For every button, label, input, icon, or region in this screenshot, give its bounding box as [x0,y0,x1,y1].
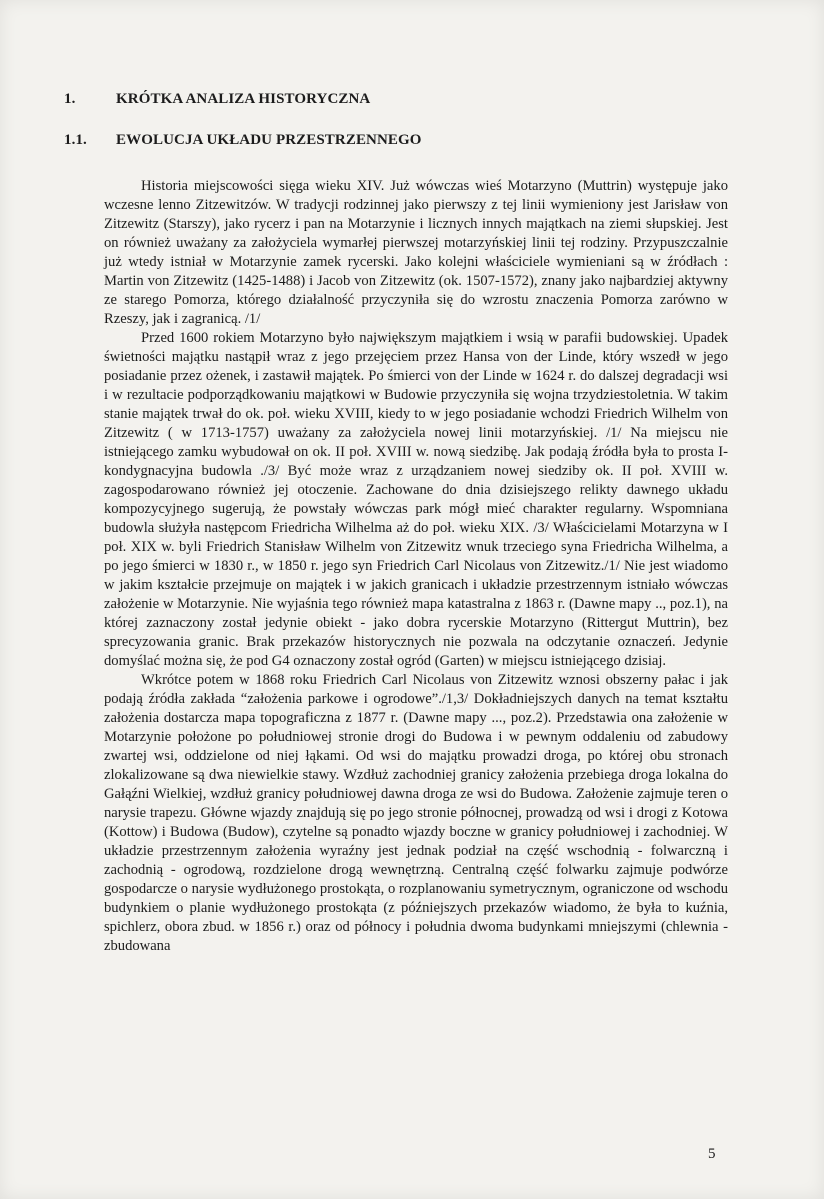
paragraph: Wkrótce potem w 1868 roku Friedrich Carl Nicolaus von Zitzewitz wznosi obszerny pałac i jak podają źródła zakłada “założenia parkowe i ogrodowe”./1,3/ Dokładniejszych danych na temat kształtu założenia dostarcza mapa topograficzna z 1877 r. (Dawne mapy ..., poz.2). Przedstawia ona założenie w Motarzynie położone po południowej stronie drogi do Budowa i w pewnym oddaleniu od zabudowy zwartej wsi, oddzielone od niej łąkami. Od wsi do majątku prowadzi droga, po której obu stronach zlokalizowane są dwa niewielkie stawy. Wzdłuż zachodniej granicy założenia przebiega droga lokalna do Gałąźni Wielkiej, wzdłuż granicy południowej dawna droga ze wsi do Budowa. Założenie zajmuje teren o narysie trapezu. Główne wjazdy znajdują się po jego stronie północnej, prowadzą od wsi i drogi z Kotowa (Kottow) i Budowa (Budow), czytelne są ponadto wjazdy boczne w granicy południowej i zachodniej. W układzie przestrzennym założenia wyraźny jest jednak podział na część wschodnią - folwarczną i zachodnią - ogrodową, rozdzielone drogą wewnętrzną. Centralną część folwarku zajmuje podwórze gospodarcze o narysie wydłużonego prostokąta, o rozplanowaniu symetrycznym, ograniczone od wschodu budynkiem o planie wydłużonego prostokąta (z późniejszych przekazów wiadomo, że była to kuźnia, spichlerz, obora zbud. w 1856 r.) oraz od północy i południa dwoma budynkami mniejszymi (chlewnia - zbudowana [104,672,728,954]
page-number: 5 [708,1146,716,1162]
section-heading [64,132,422,149]
paragraph: Przed 1600 rokiem Motarzyno było największym majątkiem i wsią w parafii budowskiej. Upadek świetności majątku nastąpił wraz z jego przejęciem przez Hansa von der Linde, który wszedł w jego posiadanie przez ożenek, i zastawił majątek. Po śmierci von der Linde w 1624 r. do dalszej degradacji wsi i w rezultacie podporządkowaniu majątkowi w Budowie przyczyniła się wojna trzydziestoletnia. W takim stanie majątek trwał do ok. poł. wieku XVIII, kiedy to w jego posiadanie wchodzi Friedrich Wilhelm von Zitzewitz ( w 1713-1757) uważany za założyciela nowej linii motarzyńskiej. /1/ Na miejscu nie istniejącego zamku wybudował on ok. II poł. XVIII w. nową siedzibę. Jak podają źródła była to prosta I-kondygnacyjna budowla ./3/ Być może wraz z urządzaniem nowej siedziby ok. II poł. XVIII w. zagospodarowano również jej otoczenie. Zachowane do dnia dzisiejszego relikty dawnego układu kompozycyjnego sugerują, że powstały wówczas park mógł mieć charakter regularny. Wspomniana budowla służyła następcom Friedricha Wilhelma aż do poł. wieku XIX. /3/ Właścicielami Motarzyna w I poł. XIX w. byli Friedrich Stanisław Wilhelm von Zitzewitz wnuk trzeciego syna Friedricha Wilhelma, a po jego śmierci w 1830 r., w 1850 r. jego syn Friedrich Carl Nicolaus von Zitzewitz./1/ Nie jest wiadomo w jakim kształcie przejmuje on majątek i w jakich granicach i układzie przestrzennym istniało wówczas założenie w Motarzynie. Nie wyjaśnia tego również mapa katastralna z 1863 r. (Dawne mapy .., poz.1), na której zaznaczony został jedynie obiekt - jako dobra rycerskie Motarzyno (Rittergut Muttrin), bez sprecyzowania granic. Brak przekazów historycznych nie pozwala na odczytanie oznaczeń. Jedynie domyślać można się, że pod G4 oznaczony został ogród (Garten) w miejscu istniejącego dzisiaj. [104,330,728,669]
paragraph: Historia miejscowości sięga wieku XIV. Już wówczas wieś Motarzyno (Muttrin) występuje jako wczesne lenno Zitzewitzów. W tradycji rodzinnej jako pierwszy z tej linii wymieniony jest Jarisław von Zitzewitz (Starszy), jako rycerz i pan na Motarzynie i licznych innych majątkach na ziemi słupskiej. Jest on również uważany za założyciela wymarłej pierwszej motarzyńskiej linii tej rodziny. Przypuszczalnie już wtedy istniał w Motarzynie zamek rycerski. Jako kolejni właściciele wymieniani są w źródłach : Martin von Zitzewitz (1425-1488) i Jacob von Zitzewitz (ok. 1507-1572), znany jako najbardziej aktywny ze starego Pomorza, którego działalność przyczyniła się do wzrostu znaczenia Pomorza zarówno w Rzeszy, jak i zagranicą. /1/ [104,178,728,327]
body-text [104,177,728,956]
chapter-heading [64,91,370,108]
chapter-number: 1. [64,91,76,107]
section-number: 1.1. [64,132,87,148]
section-title: EWOLUCJA UKŁADU PRZESTRZENNEGO [116,132,422,148]
chapter-title: KRÓTKA ANALIZA HISTORYCZNA [116,91,371,107]
